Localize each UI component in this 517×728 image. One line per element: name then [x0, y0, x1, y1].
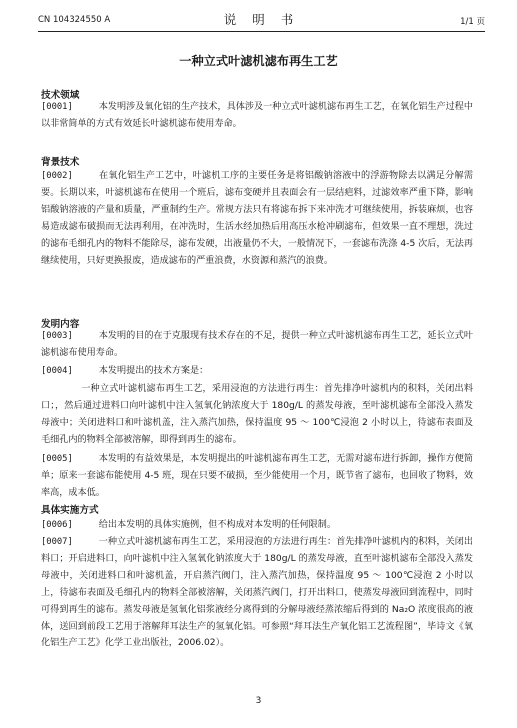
- section-heading-tech-field: 技术领域: [41, 90, 80, 101]
- paragraph-0004: [41, 363, 473, 380]
- paragraph-tag: [0001]: [41, 102, 73, 112]
- paragraph-tag: [0004]: [41, 366, 73, 376]
- paragraph-text: 本发明提出的技术方案是：: [98, 366, 209, 376]
- page-header: [38, 10, 485, 30]
- paragraph-0004-body: [41, 381, 473, 449]
- paragraph-text: 本发明的有益效果是，本发明提出的叶滤机滤布再生工艺，无需对滤布进行拆卸，操作方便简单；原来一套滤布能使用 4-5 班，现在只要不破损，至少能使用一个月，既节省了滤布，也回收了物料，效率高，成本低。: [41, 454, 473, 498]
- paragraph-0002: [41, 168, 473, 269]
- paragraph-0007: [41, 534, 473, 652]
- section-heading-background: 背景技术: [41, 157, 80, 168]
- paragraph-tag: [0002]: [41, 171, 73, 181]
- document-title: 一种立式叶滤机滤布再生工艺: [179, 54, 338, 68]
- header-divider: [38, 31, 485, 32]
- section-heading-summary: 发明内容: [41, 319, 80, 330]
- paragraph-text: 本发明涉及氧化铝的生产技术，具体涉及一种立式叶滤机滤布再生工艺，在氧化铝生产过程中以非常简单的方式有效延长叶滤机滤布使用寿命。: [41, 102, 473, 129]
- paragraph-tag: [0007]: [41, 537, 73, 547]
- page-indicator: 1/1 页: [460, 17, 485, 27]
- paragraph-text: 在氧化铝生产工艺中，叶滤机工序的主要任务是将铝酸钠溶液中的浮游物除去以满足分解需要。长期以来，叶滤机滤布在使用一个班后，滤布变硬并且表面会有一层结疤料，过滤效率严重下降，影响铝酸钠溶液的产量和质量，严重制约生产。常规方法只有将滤布拆下来冲洗才可继续使用，拆装麻烦，也容易造成滤布破损而无法再利用，在冲洗时，生活水经加热后用高压水枪冲刷滤布，但效果一直不理想，洗过的滤布毛细孔内的物料不能除尽，滤布发硬，出液量仍不大，一般情况下，一套滤布洗涤 4-5 次后，无法再继续使用，只好更换报废，造成滤布的严重浪费，水资源和蒸汽的浪费。: [41, 171, 473, 266]
- paragraph-text: 本发明的目的在于克服现有技术存在的不足，提供一种立式叶滤机滤布再生工艺，延长立式叶滤机滤布使用寿命。: [41, 331, 473, 358]
- paragraph-0001: [41, 99, 473, 133]
- paragraph-0006: [41, 517, 473, 534]
- paragraph-0005: [41, 451, 473, 502]
- section-heading-embodiment: 具体实施方式: [41, 505, 99, 516]
- paragraph-0003: [41, 328, 473, 362]
- paragraph-text: 一种立式叶滤机滤布再生工艺，采用浸泡的方法进行再生：首先排净叶滤机内的积料，关闭出料口；，然后通过进料口向叶滤机中注入氢氧化钠浓度大于 180g/L 的蒸发母液，至叶滤机滤布全部没入蒸发母液中；关闭进料口和叶滤机盖，注入蒸汽加热，保持温度 95 ～ 100℃浸泡 2 小时以上，待滤布表面及毛细孔内的物料全部被溶解，即得到再生的滤布。: [41, 384, 473, 445]
- paragraph-tag: [0003]: [41, 331, 73, 341]
- paragraph-tag: [0006]: [41, 520, 73, 530]
- page-number: 3: [255, 696, 262, 706]
- paragraph-text: 给出本发明的具体实施例，但不构成对本发明的任何限制。: [98, 520, 337, 530]
- document-type: 说 明 书: [223, 12, 300, 27]
- paragraph-tag: [0005]: [41, 454, 73, 464]
- paragraph-text: 一种立式叶滤机滤布再生工艺，采用浸泡的方法进行再生：首先排净叶滤机内的积料，关闭出料口；开启进料口，向叶滤机中注入氢氧化钠浓度大于 180g/L 的蒸发母液，直至叶滤机滤布全部没入蒸发母液中，关闭进料口和叶滤机盖，开启蒸汽阀门，注入蒸汽加热，保持温度 95 ～ 100℃浸泡 2 小时以上，待滤布表面及毛细孔内的物料全部被溶解，关闭蒸汽阀门，打开出料口，使蒸发母液回到流程中，同时可得到再生的滤布。蒸发母液是氢氧化铝浆液经分离得到的分解母液经蒸浓缩后得到的 Na₂O 浓度很高的液体，送回到前段工艺用于溶解拜耳法生产的氢氧化铝。可参照“拜耳法生产氧化铝工艺流程图”，毕诗文《氧化铝生产工艺》化学工业出版社，2006.02）。: [41, 537, 473, 649]
- patent-number: CN 104324550 A: [38, 15, 111, 25]
